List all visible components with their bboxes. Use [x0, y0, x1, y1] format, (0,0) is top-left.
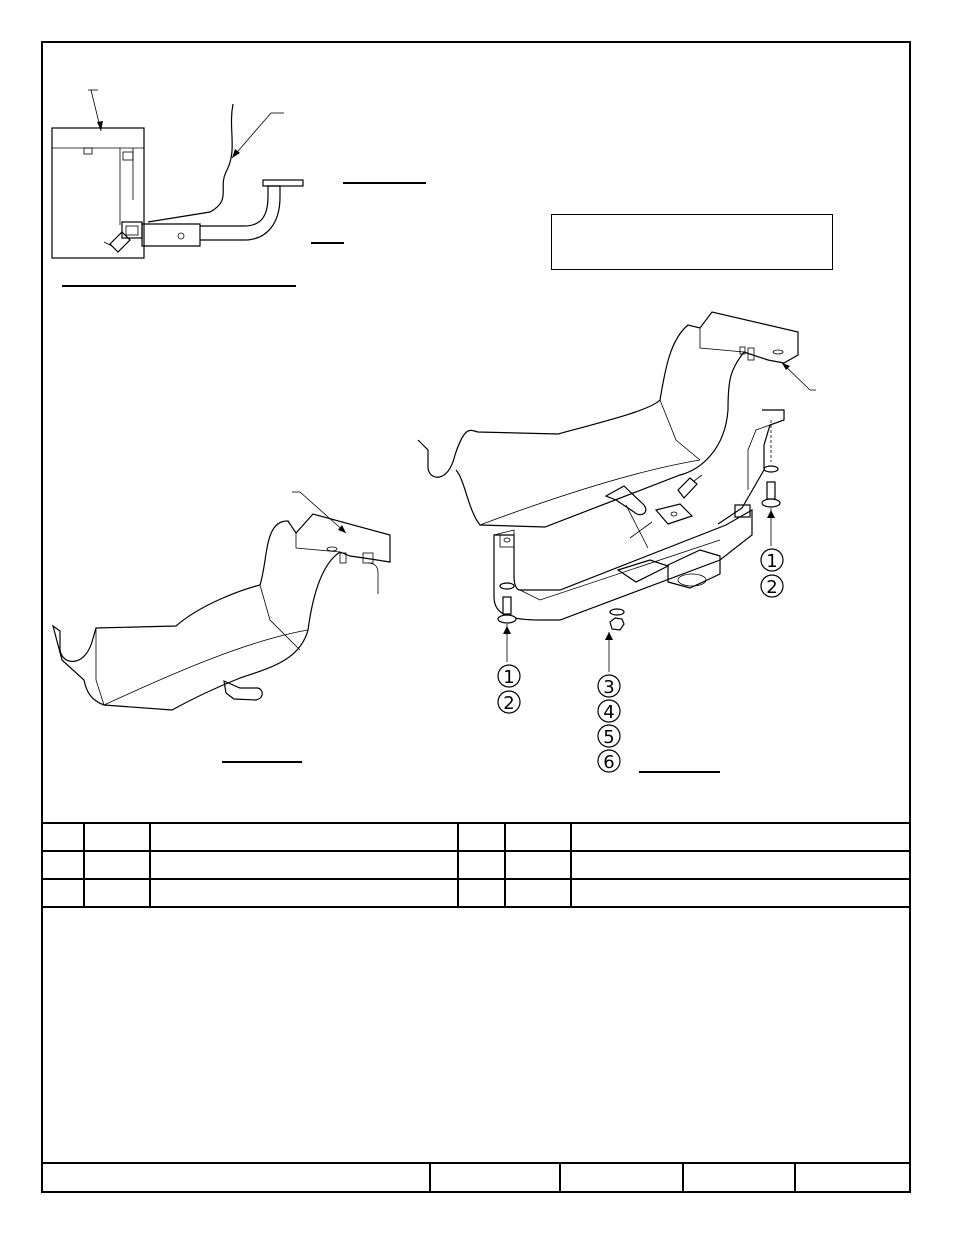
hitch-arm — [200, 186, 280, 240]
callout-number: 4 — [603, 702, 615, 723]
callouts-center — [598, 675, 620, 773]
tow-hook-left — [224, 681, 262, 700]
washer-right — [764, 466, 778, 472]
callout-number: 3 — [603, 677, 615, 698]
view-before-install — [53, 492, 390, 762]
center-plate — [656, 504, 692, 524]
title-block — [42, 1163, 910, 1192]
detail-view-side — [52, 90, 426, 286]
callout-number: 2 — [503, 693, 515, 714]
washer-left — [500, 583, 514, 589]
bolt-left — [503, 597, 511, 614]
callout-number: 6 — [603, 752, 615, 773]
callout-number: 2 — [766, 577, 778, 598]
washer-center — [610, 609, 624, 615]
callout-number: 1 — [766, 551, 778, 572]
callout-number: 1 — [503, 667, 515, 688]
frame-rail-left — [53, 514, 390, 710]
callouts-left — [498, 665, 520, 714]
callout-number: 5 — [603, 727, 615, 748]
callouts-right — [761, 549, 783, 598]
parts-table — [42, 823, 910, 907]
bolt-right — [767, 482, 775, 499]
note-box — [551, 214, 833, 270]
receiver-right — [668, 550, 720, 588]
nut-center — [610, 618, 624, 630]
fascia-curve — [148, 104, 233, 222]
